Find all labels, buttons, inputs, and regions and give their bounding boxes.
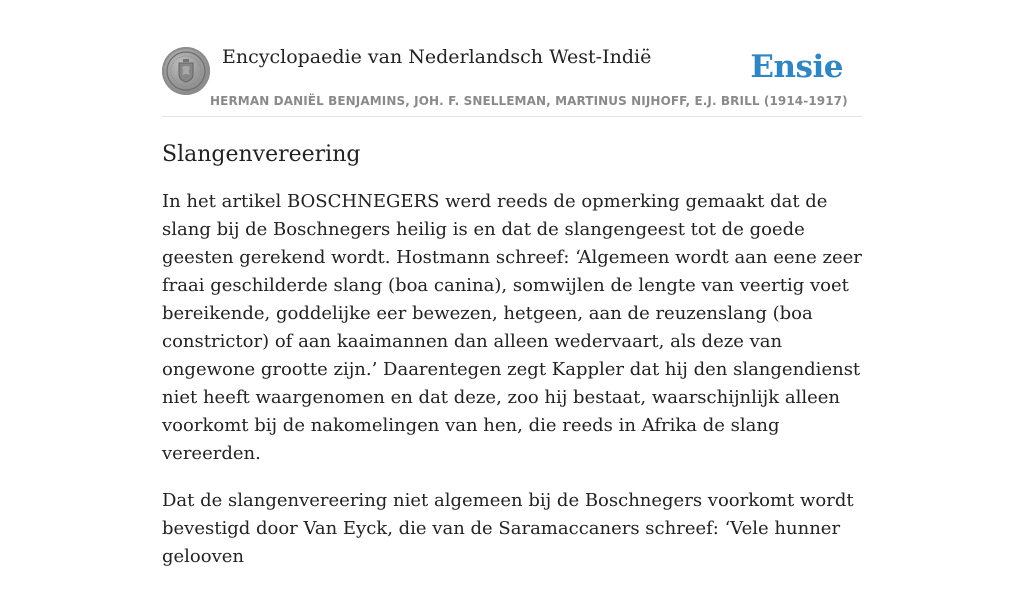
article-paragraph-1: In het artikel BOSCHNEGERS werd reeds de opmerking gemaakt dat de slang bij de Boschnegers heilig is en dat de slangengeest tot de goede geesten gerekend wordt. Hostmann schreef: ‘Algemeen wordt aan eene zeer fraai geschilderde slang (boa canina), somwijlen de lengte van veertig voet bereikende, goddelijke eer bewezen, hetgeen, aan de reuzenslang (boa constrictor) of aan kaaimannen dan alleen wedervaart, als deze van ongewone grootte zijn.’ Daarentegen zegt Kappler dat hij den slangendienst niet heeft waargenomen en dat deze, zoo hij bestaat, waarschijnlijk alleen voorkomt bij de nakomelingen van hen, die reeds in Afrika de slang vereerden. [162, 191, 862, 464]
article-title: Slangenvereering [162, 142, 361, 167]
article-paragraph-2: Dat de slangenvereering niet algemeen bij de Boschnegers voorkomt wordt bevestigd door Van Eyck, die van de Saramaccaners schreef: ‘Vele hunner gelooven [162, 490, 854, 567]
ensie-logo-link[interactable]: Ensie [750, 49, 843, 85]
coin-seal-graphic [162, 47, 210, 95]
book-title[interactable]: Encyclopaedie van Nederlandsch West-Indië [222, 46, 652, 68]
book-authors: HERMAN DANIËL BENJAMINS, JOH. F. SNELLEMAN, MARTINUS NIJHOFF, E.J. BRILL (1914-1917) [210, 94, 848, 108]
site-header [162, 40, 862, 117]
article-body [162, 140, 872, 590]
coin-seal-icon[interactable] [162, 47, 210, 95]
